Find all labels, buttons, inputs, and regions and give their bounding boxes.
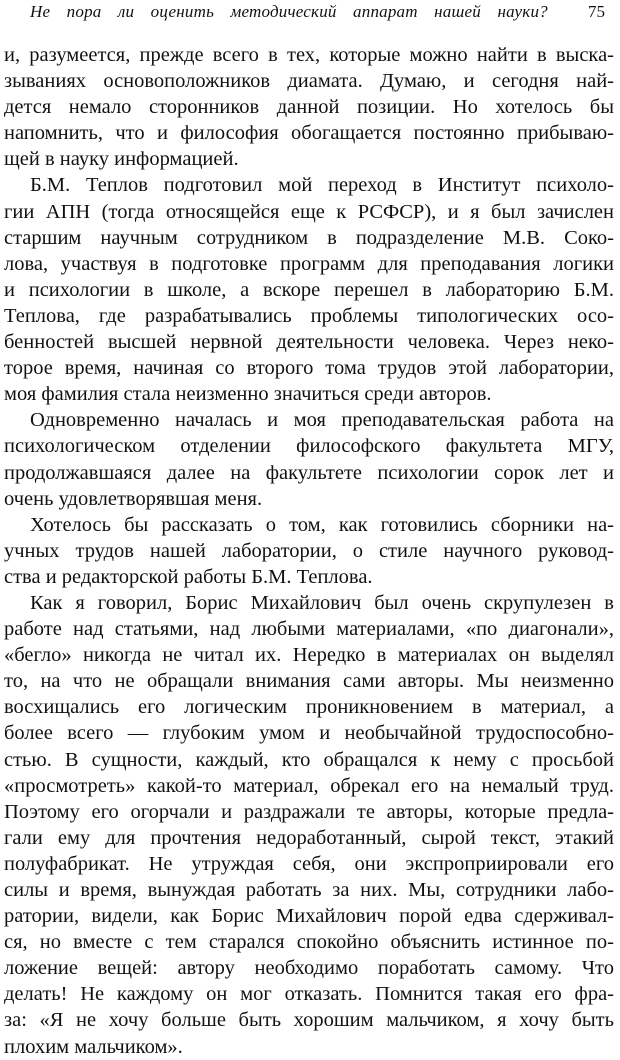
text-line: Хотелось бы рассказать о том, как готовились сборники на- <box>30 513 614 536</box>
text-line: полуфабрикат. Не утруждая себя, они экспроприировали его <box>4 852 614 875</box>
text-line: бенностей высшей нервной деятельности человека. Через неко- <box>4 331 614 354</box>
text-line: зываниях основоположников диамата. Думаю, и сегодня най- <box>4 70 614 93</box>
text-line: работе над статьями, над любыми материалами, «по диагонали», <box>4 618 614 641</box>
text-line: силы и время, вынуждая работать за них. Мы, сотрудники лабо- <box>4 879 614 901</box>
text-line: старшим научным сотрудником в подразделение М.В. Соко- <box>4 226 614 249</box>
text-line: «бегло» никогда не читал их. Нередко в материалах он выделял <box>4 644 614 667</box>
text-line: Как я говорил, Борис Михайлович был очень скрупулезен в <box>30 591 614 614</box>
text-line: гии АПН (тогда относящейся еще к РСФСР), и я был зачислен <box>4 200 614 223</box>
text-line: Поэтому его огорчали и раздражали те авторы, которые предла- <box>4 800 614 823</box>
text-line: ства и редакторской работы Б.М. Теплова. <box>4 565 373 588</box>
text-line: щей в науку информацией. <box>4 148 239 171</box>
text-line: торое время, начиная со второго тома трудов этой лаборатории, <box>4 357 614 380</box>
text-line: то, на что не обращали внимания сами авторы. Мы неизменно <box>4 670 614 693</box>
text-line: и психологии в школе, а вскоре перешел в лабораторию Б.М. <box>4 278 614 301</box>
text-line: очень удовлетворявшая меня. <box>4 487 263 510</box>
text-line: дется немало сторонников данной позиции. Но хотелось бы <box>4 96 614 119</box>
text-line: плохим мальчиком». <box>4 1035 183 1058</box>
page-number: 75 <box>588 2 605 21</box>
text-line: Теплова, где разрабатывались проблемы типологических осо- <box>4 304 614 327</box>
text-line: стью. В сущности, каждый, кто обращался к нему с просьбой <box>4 748 614 771</box>
body-text <box>4 42 614 1060</box>
text-line: и, разумеется, прежде всего в тех, которые можно найти в выска- <box>4 44 614 66</box>
text-line: делать! Не каждому он мог отказать. Помнится такая его фра- <box>4 983 614 1006</box>
text-line: «просмотреть» какой-то материал, обрекал его на немалый труд. <box>4 774 614 797</box>
running-title: Не пора ли оценить методический аппарат нашей науки? <box>30 2 548 21</box>
running-head <box>0 0 620 30</box>
text-line: ратории, видели, как Борис Михайлович порой едва сдерживал- <box>4 905 614 928</box>
text-line: более всего — глубоким умом и необычайной трудоспособно- <box>4 722 614 745</box>
text-line: Одновременно началась и моя преподавательская работа на <box>30 409 614 432</box>
text-line: Б.М. Теплов подготовил мой переход в Институт психоло- <box>30 174 614 197</box>
text-line: ся, но вместе с тем старался спокойно объяснить истинное по- <box>4 931 614 954</box>
text-line: за: «Я не хочу больше быть хорошим мальчиком, я хочу быть <box>4 1009 614 1032</box>
text-line: гали ему для прочтения недоработанный, сырой текст, этакий <box>4 826 614 849</box>
text-line: продолжавшаяся далее на факультете психологии сорок лет и <box>4 461 614 484</box>
text-line: моя фамилия стала неизменно значиться среди авторов. <box>4 383 492 406</box>
text-line: напомнить, что и философия обогащается постоянно прибываю- <box>4 122 614 145</box>
text-line: восхищались его логическим проникновением в материал, а <box>4 696 614 719</box>
text-line: лова, участвуя в подготовке программ для преподавания логики <box>4 252 614 275</box>
text-line: учных трудов нашей лаборатории, о стиле научного руковод- <box>4 539 614 562</box>
text-line: ложение вещей: автору необходимо поработать самому. Что <box>4 957 614 980</box>
text-line: психологическом отделении философского факультета МГУ, <box>4 435 614 458</box>
